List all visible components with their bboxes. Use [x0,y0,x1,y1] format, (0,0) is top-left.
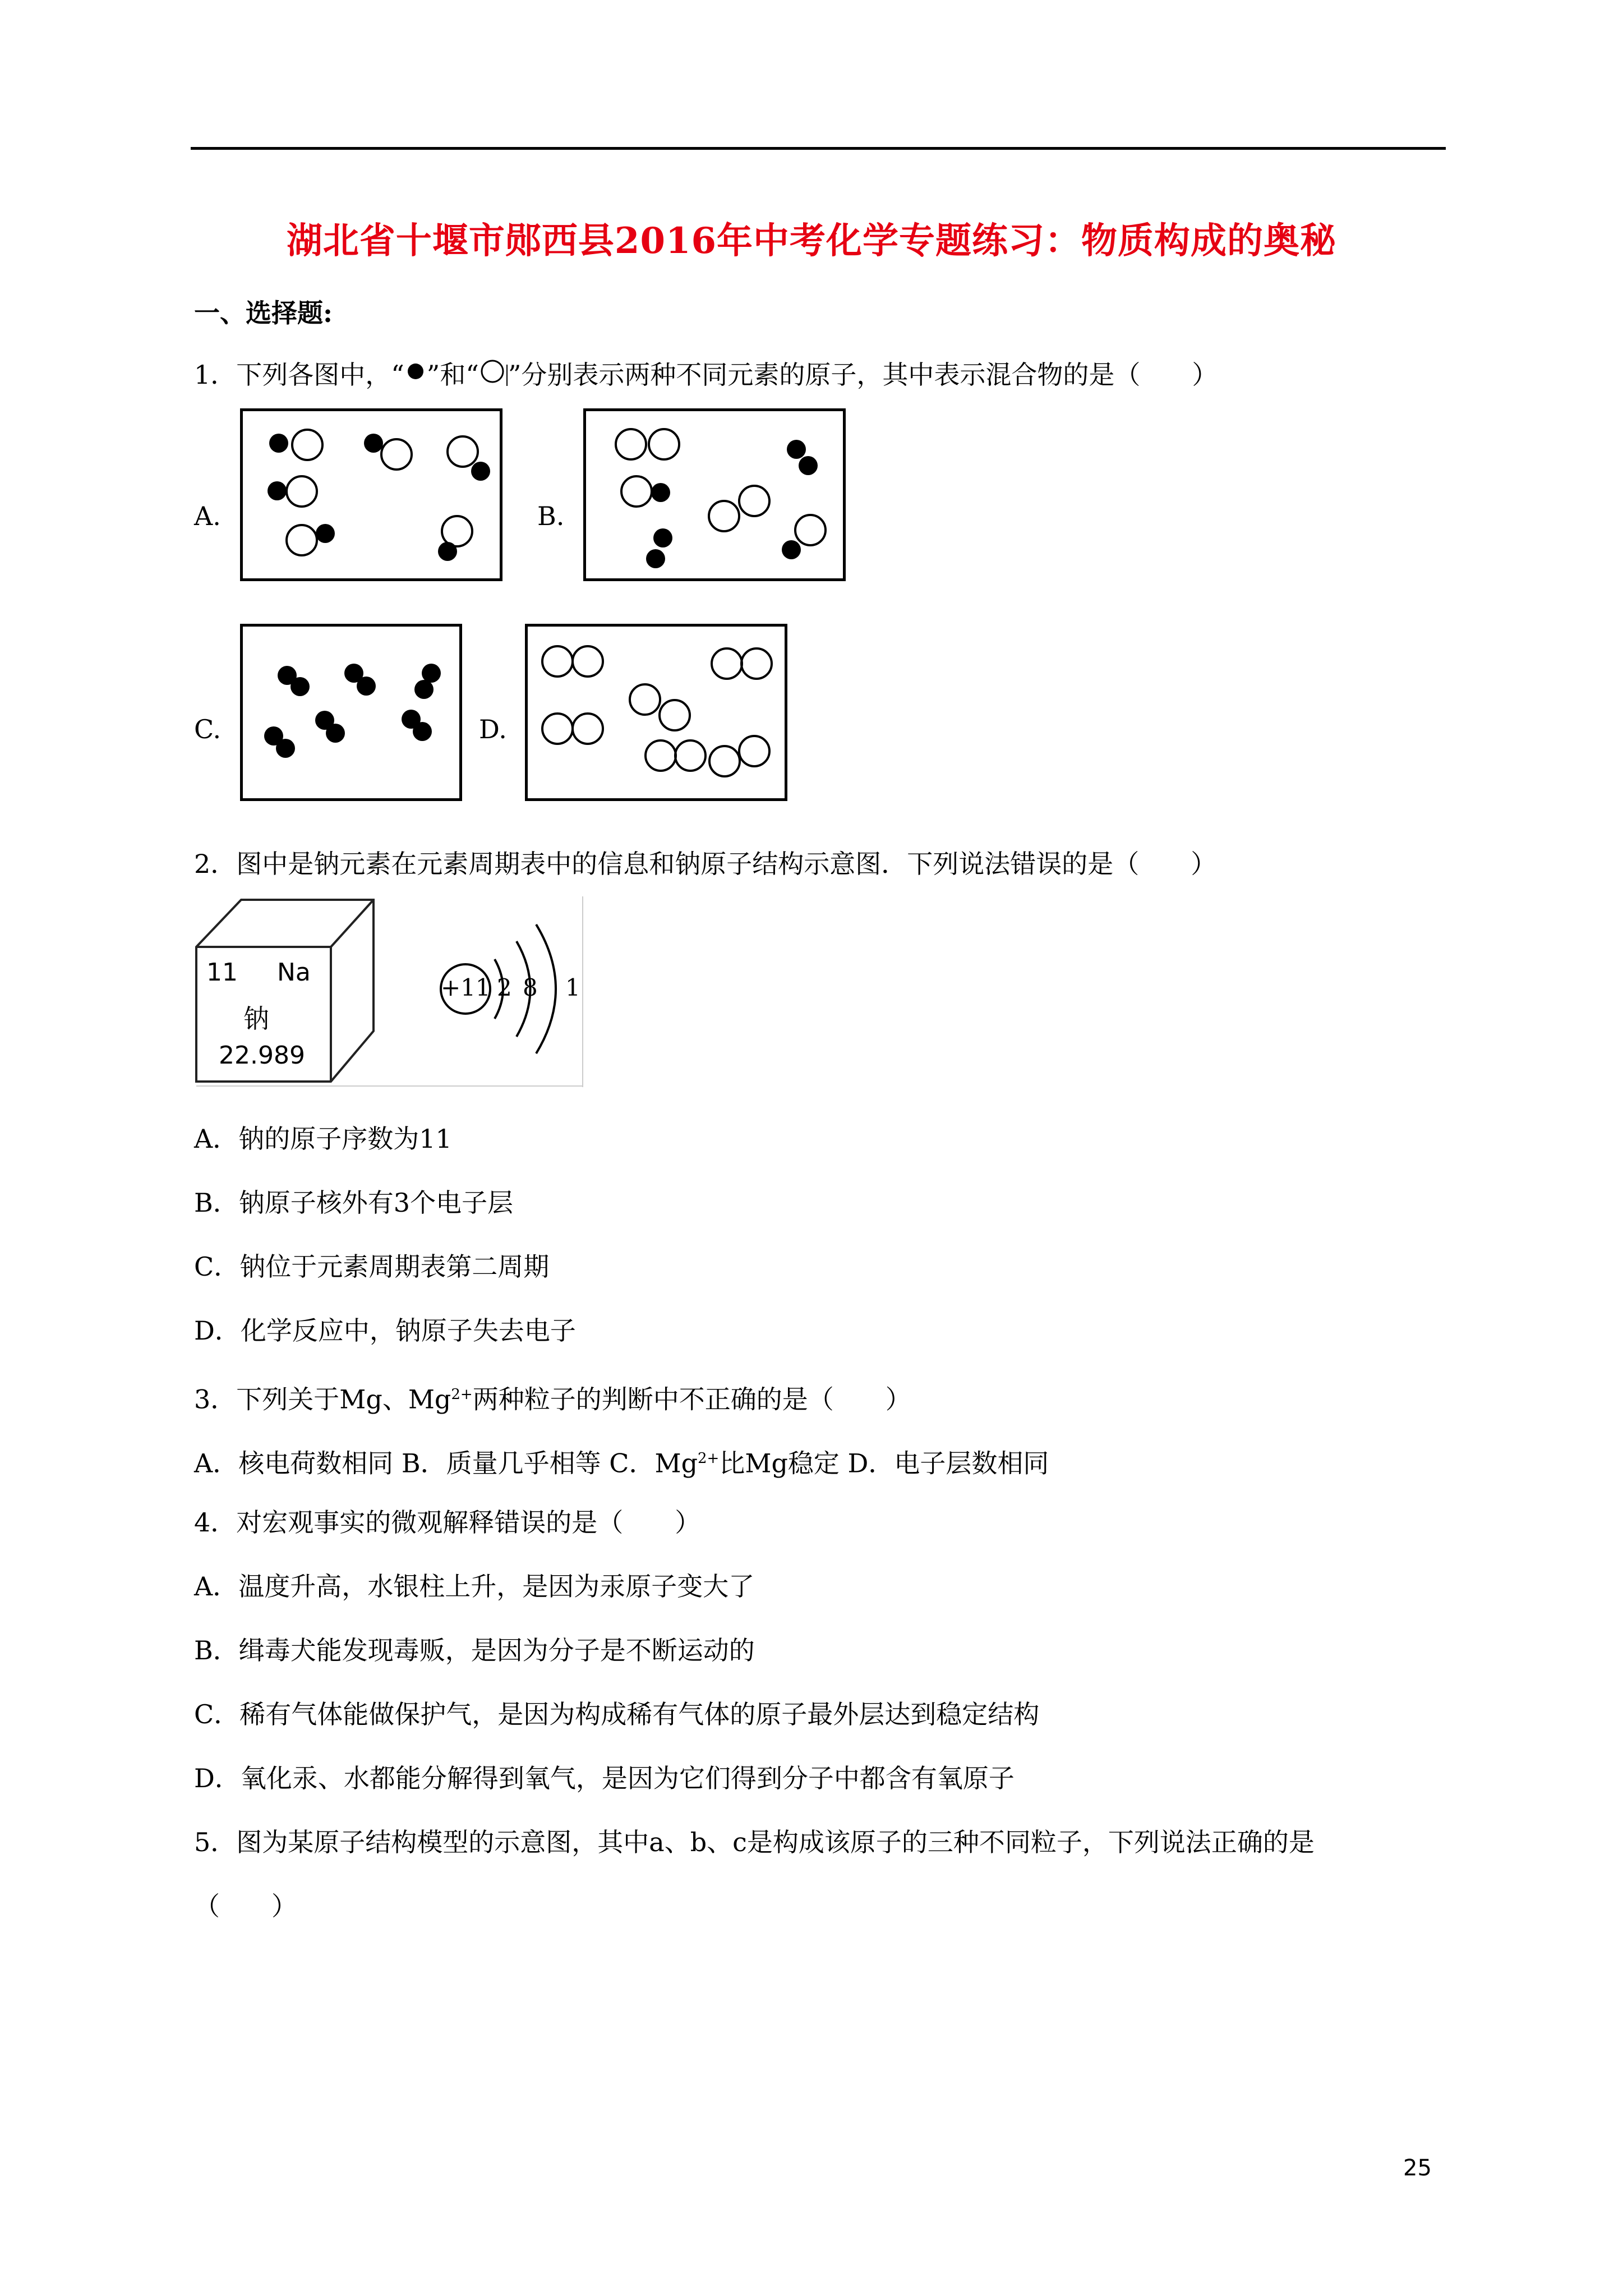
q1-a-particles [243,411,500,578]
q4-option-b: B．缉毒犬能发现毒贩，是因为分子是不断运动的 [194,1635,755,1665]
tile-element-name: 钠 [243,1004,269,1034]
q3-options-superscript: 2+ [698,1450,720,1467]
q1-mid: ”和“ [426,360,479,390]
header-rule [191,147,1446,150]
q1-prefix: 1．下列各图中，“ [194,360,404,390]
section-heading: 一、选择题: [194,298,333,328]
question-4-stem: 4．对宏观事实的微观解释错误的是（ ） [194,1507,701,1538]
q2-figure [194,896,583,1087]
question-5-stem: 5．图为某原子结构模型的示意图，其中a、b、c是构成该原子的三种不同粒子，下列说法正确的是 [194,1827,1315,1857]
q3-options-a: A．核电荷数相同 B．质量几乎相等 C．Mg [194,1448,698,1479]
q1-suffix: ”分别表示两种不同元素的原子，其中表示混合物的是（ ） [508,360,1218,390]
nucleus-charge: +11 [441,974,491,1001]
q4-option-c: C．稀有气体能做保护气，是因为构成稀有气体的原子最外层达到稳定结构 [194,1699,1040,1729]
q2-option-d: D．化学反应中，钠原子失去电子 [194,1315,576,1346]
q1-option-d-diagram [525,624,787,801]
q5-answer-parentheses: （ ） [194,1891,297,1921]
q1-option-a-label: A. [194,501,221,531]
q3-options [194,1442,1049,1480]
q2-option-b: B．钠原子核外有3个电子层 [194,1188,514,1218]
q3-options-b: 比Mg稳定 D．电子层数相同 [719,1448,1049,1479]
question-3-stem [194,1378,911,1416]
q1-c-particles [243,627,459,798]
q2-option-c: C．钠位于元素周期表第二周期 [194,1251,550,1282]
q1-option-c-label: C. [194,714,222,744]
tile-atomic-number: 11 [206,958,238,987]
shell-1-electrons: 2 [497,974,512,1001]
question-1-stem [194,358,1218,395]
q1-option-c-diagram [240,624,462,801]
q2-option-a: A．钠的原子序数为11 [194,1124,452,1154]
tile-atomic-mass: 22.989 [219,1041,305,1070]
q1-b-particles [586,411,843,578]
q4-option-d: D．氧化汞、水都能分解得到氧气，是因为它们得到分子中都含有氧原子 [194,1763,1015,1793]
page-title: 湖北省十堰市郧西县2016年中考化学专题练习：物质构成的奥秘 [286,220,1337,262]
shell-3-electrons: 1 [565,974,580,1001]
q3-stem-superscript: 2+ [451,1386,473,1403]
q4-option-a: A．温度升高，水银柱上升，是因为汞原子变大了 [194,1571,755,1602]
filled-atom-icon [404,360,427,394]
page-number: 25 [1403,2155,1432,2181]
question-2-stem: 2．图中是钠元素在元素周期表中的信息和钠原子结构示意图．下列说法错误的是（ ） [194,849,1217,879]
q1-d-particles [528,627,785,798]
tile-symbol: Na [277,958,311,987]
q1-option-b-diagram [583,408,846,581]
q3-stem-b: 两种粒子的判断中不正确的是（ ） [472,1384,911,1415]
q1-option-d-label: D. [479,714,507,744]
q1-option-b-label: B. [537,501,565,531]
q1-option-a-diagram [240,408,502,581]
shell-2-electrons: 8 [523,974,538,1001]
hollow-atom-icon [479,359,508,395]
q3-stem-a: 3．下列关于Mg、Mg [194,1384,451,1415]
